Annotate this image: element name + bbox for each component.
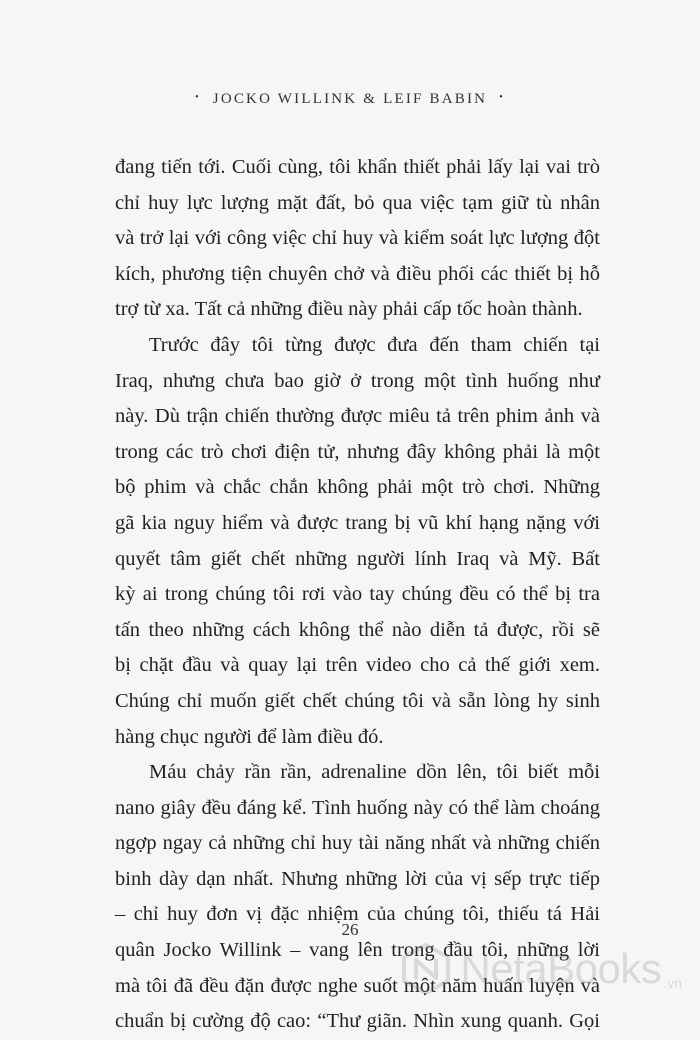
netabooks-logo-icon [400, 943, 452, 995]
body-text [115, 150, 600, 1040]
text-line: kích, phương tiện chuyên chở và điều phối các thiết bị hỗ [115, 262, 600, 285]
watermark-suffix: .vn [663, 975, 682, 991]
text-line: trợ từ xa. Tất cả những điều này phải cấp tốc hoàn thành. [115, 298, 583, 321]
text-line: ngợp ngay cả những chỉ huy tài năng nhất và những chiến [115, 832, 600, 855]
watermark [400, 929, 682, 1009]
text-line: trong các trò chơi điện tử, nhưng đây không phải là một [115, 440, 600, 463]
text-line: tấn theo những cách không thể nào diễn tả được, rồi sẽ [115, 618, 600, 641]
text-line: chỉ huy lực lượng mặt đất, bỏ qua việc tạm giữ tù nhân [115, 191, 600, 214]
running-header [0, 91, 700, 108]
text-line: nano giây đều đáng kể. Tình huống này có thể làm choáng [115, 796, 600, 819]
text-line: bộ phim và chắc chắn không phải một trò chơi. Những [115, 476, 600, 499]
text-line: binh dày dạn nhất. Nhưng những lời của vị sếp trực tiếp [115, 867, 600, 890]
header-bullet-left: • [195, 92, 201, 104]
text-line: này. Dù trận chiến thường được miêu tả trên phim ảnh và [115, 405, 600, 428]
watermark-brand: NetaBooks [460, 945, 662, 992]
text-line: đang tiến tới. Cuối cùng, tôi khẩn thiết phải lấy lại vai trò [115, 156, 600, 178]
text-line: Iraq, nhưng chưa bao giờ ở trong một tình huống như [115, 369, 600, 392]
text-line: chuẩn bị cường độ cao: “Thư giãn. Nhìn xung quanh. Gọi [115, 1010, 600, 1033]
text-line: Chúng chỉ muốn giết chết chúng tôi và sẵn lòng hy sinh [115, 689, 600, 712]
text-line: – chỉ huy đơn vị đặc nhiệm của chúng tôi, thiếu tá Hải [115, 903, 600, 926]
text-line: và trở lại với công việc chỉ huy và kiểm soát lực lượng đột [115, 227, 600, 250]
text-line: Trước đây tôi từng được đưa đến tham chiến tại [149, 333, 600, 356]
text-line: quân Jocko Willink – vang lên trong đầu tôi, những lời [115, 939, 600, 962]
text-line: kỳ ai trong chúng tôi rơi vào tay chúng đều có thể bị tra [115, 583, 600, 606]
text-line: hàng chục người để làm điều đó. [115, 725, 384, 748]
text-line: Máu chảy rần rần, adrenaline dồn lên, tôi biết mỗi [149, 761, 600, 784]
text-line: bị chặt đầu và quay lại trên video cho cả thế giới xem. [115, 654, 600, 677]
page-number: 26 [341, 920, 359, 939]
running-title: JOCKO WILLINK & LEIF BABIN [212, 91, 488, 107]
text-line: mà tôi đã đều đặn được nghe suốt một năm huấn luyện và [115, 974, 600, 997]
text-line: gã kia nguy hiểm và được trang bị vũ khí hạng nặng với [115, 511, 600, 534]
header-bullet-right: • [499, 92, 505, 104]
text-line: quyết tâm giết chết những người lính Iraq và Mỹ. Bất [115, 547, 600, 570]
